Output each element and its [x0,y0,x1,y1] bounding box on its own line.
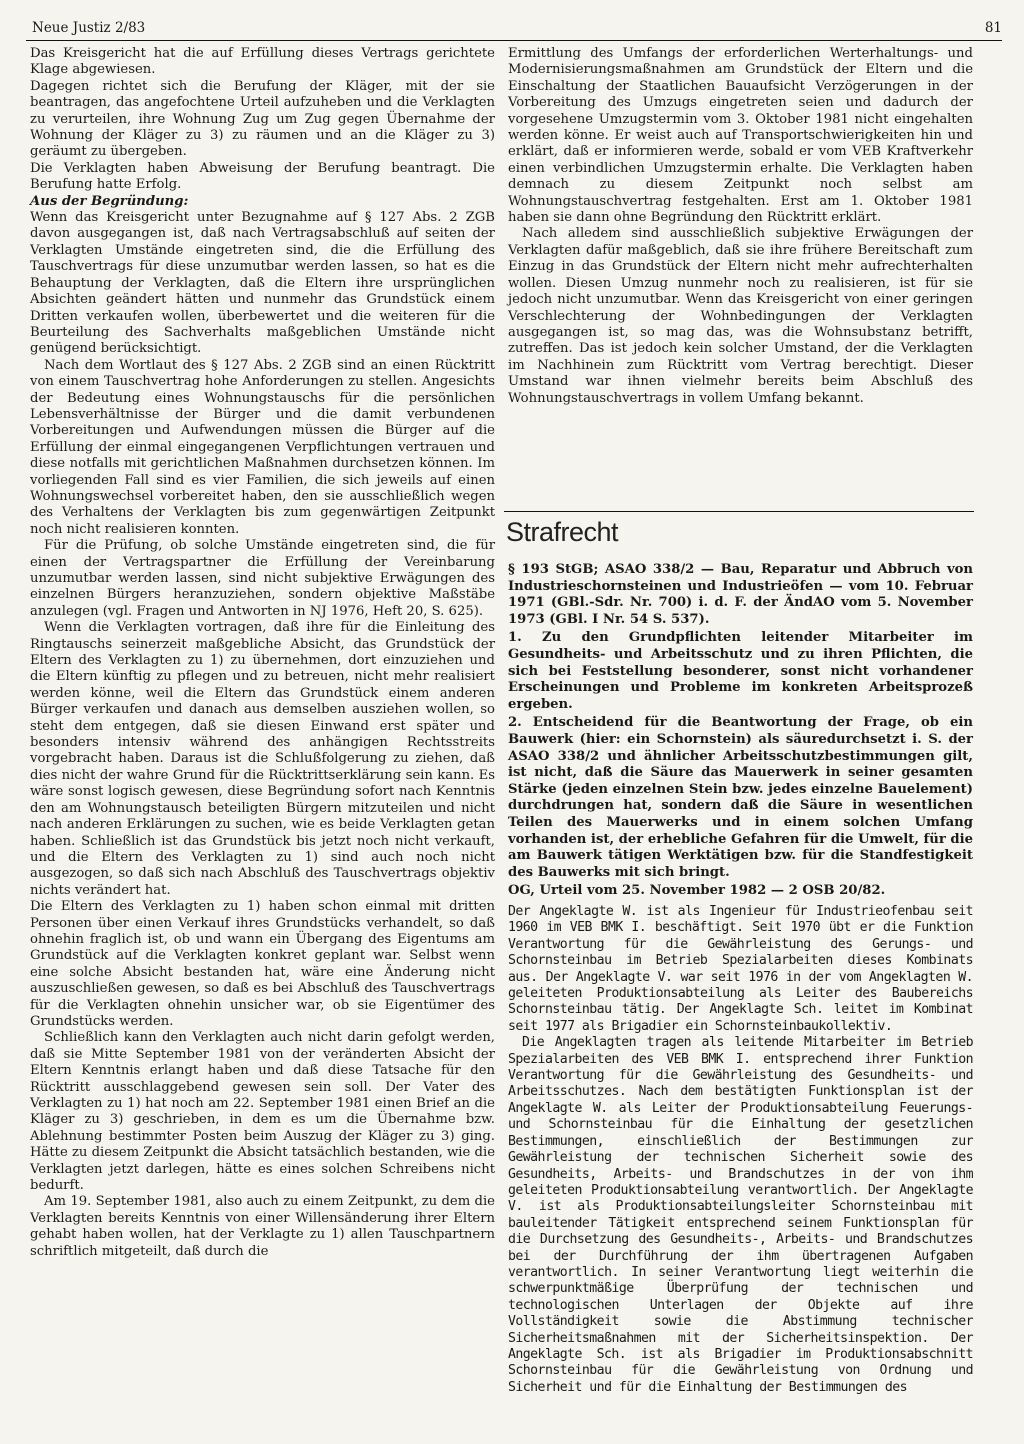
paragraph: Wenn das Kreisgericht unter Bezugnahme auf § 127 Abs. 2 ZGB davon ausgegangen ist, daß nach Vertragsabschluß auf seiten der Verklagten Umstände eingetreten sind, die die Erfüllung des Tauschvertrags für diese unzumutbar werden lassen, so hat es die Behauptung der Verklagten, daß die Eltern ihre ursprünglichen Absichten geändert hätten und nunmehr das Grundstück einem Dritten verkaufen wollen, überbewertet und die weiteren für die Beurteilung des Sachverhalts maßgeblichen Umstände nicht genügend berücksichtigt. [30,210,495,357]
paragraph: Schließlich kann den Verklagten auch nicht darin gefolgt werden, daß sie Mitte September 1981 von der veränderten Absicht der Eltern Kenntnis erlangt haben und daß diese Tatsache für den Rücktritt ausschlaggebend gewesen sein soll. Der Vater des Verklagten zu 1) hat noch am 22. September 1981 einen Brief an die Kläger zu 3) geschrieben, in dem es um die Übernahme bzw. Ablehnung bestimmter Posten beim Auszug der Kläger zu 3) ging. Hätte zu diesem Zeitpunkt die Absicht tatsächlich bestanden, wie die Verklagten jetzt darlegen, hätte es eines solchen Schreibens nicht bedurft. [30,1030,495,1194]
headnote-point-2: 2. Entscheidend für die Beantwortung der Frage, ob ein Bauwerk (hier: ein Schornstein) als säuredurchsetzt i. S. der ASAO 338/2 und ähnlicher Arbeitsschutzbestimmungen gilt, ist nicht, daß die Säure das Mauerwerk in seiner gesamten Stärke (jeden einzelnen Stein bzw. jedes einzelne Bauelement) durchdrungen hat, sondern daß die Säure in wesentlichen Teilen des Mauerwerks und in einem solchen Umfang vorhanden ist, der erhebliche Gefahren für die Umwelt, für die am Bauwerk tätigen Werktätigen bzw. für die Standfestigkeit des Bauwerks mit sich bringt. [508,715,973,880]
paragraph: Die Verklagten haben Abweisung der Berufung beantragt. Die Berufung hatte Erfolg. [30,160,495,193]
paragraph: Nach dem Wortlaut des § 127 Abs. 2 ZGB sind an einen Rücktritt von einem Tauschvertrag hohe Anforderungen zu stellen. Angesichts der Bedeutung eines Wohnungstauschs für die persönlichen Lebensverhältnisse der Bürger und die damit verbundenen Vorbereitungen und Aufwendungen müssen die Bürger auf die Erfüllung der einmal eingegangenen Verpflichtungen vertrauen und diese notfalls mit gerichtlichen Maßnahmen durchsetzen können. Im vorliegenden Fall sind es vier Familien, die sich jeweils auf einen Wohnungswechsel vorbereitet haben, den sie ausschließlich wegen des Verhaltens der Verklagten bis zum gegenwärtigen Zeitpunkt noch nicht realisieren konnten. [30,357,495,537]
section-title: Strafrecht [506,517,619,547]
paragraph: Die Angeklagten tragen als leitende Mitarbeiter im Betrieb Spezialarbeiten des VEB BMK I. entsprechend ihrer Funktion Verantwortung für die Gewährleistung des Gesundheits- und Arbeitsschutzes. Nach dem bestätigten Funktionsplan ist der Angeklagte W. als Leiter der Produktionsabteilung Feuerungs- und Schornsteinbau für die Einhaltung der gesetzlichen Bestimmungen, einschließlich der Bestimmungen zur Gewährleistung der technischen Sicherheit sowie des Gesundheits, Arbeits- und Brandschutzes in der von ihm geleiteten Produktionsabteilung verantwortlich. Der Angeklagte V. ist als Produktionsabteilungsleiter Schornsteinbau mit bauleitender Tätigkeit entsprechend seinem Funktionsplan für die Durchsetzung des Gesundheits-, Arbeits- und Brandschutzes bei der Durchführung der ihm übertragenen Aufgaben verantwortlich. In seiner Verantwortung liegt weiterhin die schwerpunktmäßige Überprüfung der technischen und technologischen Unterlagen der Objekte auf ihre Vollständigkeit sowie die Abstimmung technischer Sicherheitsmaßnahmen mit der Sicherheitsinspektion. Der Angeklagte Sch. ist als Brigadier im Produktionsabschnitt Schornsteinbau für die Gewährleistung von Ordnung und Sicherheit und für die Einhaltung der Bestimmungen des [508,1035,973,1395]
paragraph: Dagegen richtet sich die Berufung der Kläger, mit der sie beantragen, das angefochtene Urteil aufzuheben und die Verklagten zu verurteilen, ihre Wohnung Zug um Zug gegen Übernahme der Wohnung der Kläger zu 3) zu räumen und an die Kläger zu 3) geräumt zu übergeben. [30,78,495,160]
paragraph: Die Eltern des Verklagten zu 1) haben schon einmal mit dritten Personen über einen Verkauf ihres Grundstücks verhandelt, so daß ohnehin fraglich ist, ob und wann ein Übergang des Eigentums am Grundstück auf die Verklagten konkret geplant war. Selbst wenn eine solche Absicht bestanden hat, wäre eine Änderung nicht auszuschließen gewesen, so daß es bei Abschluß des Tauschvertrags für die Verklagten ohnehin unsicher war, ob sie Eigentümer des Grundstücks werden. [30,899,495,1029]
headnote-citation: § 193 StGB; ASAO 338/2 — Bau, Reparatur und Abbruch von Industrieschornsteinen und Industrieöfen — vom 10. Februar 1971 (GBl.-Sdr. Nr. 700) i. d. F. der ÄndAO vom 5. November 1973 (GBl. I Nr. 54 S. 537). [508,562,973,627]
case-text [508,904,973,1396]
header-rule [26,40,1002,41]
paragraph: Für die Prüfung, ob solche Umstände eingetreten sind, die für einen der Vertragspartner die Erfüllung der Vereinbarung unzumutbar werden lassen, sind nicht subjektive Erwägungen des einzelnen Bürgers heranzuziehen, sondern objektive Maßstäbe anzulegen (vgl. Fragen und Antworten in NJ 1976, Heft 20, S. 625). [30,538,495,619]
headnote-point-1: 1. Zu den Grundpflichten leitender Mitarbeiter im Gesundheits- und Arbeitsschutz und zu ihren Pflichten, die sich bei Feststellung besonderer, sonst nicht vorhandener Erscheinungen und Probleme im konkreten Arbeitsprozeß ergeben. [508,630,973,712]
headnote [508,562,973,902]
page-header [26,20,1002,38]
journal-issue: Neue Justiz 2/83 [32,20,146,36]
section-rule [504,511,974,512]
page-number: 81 [984,20,1002,36]
paragraph: Nach alledem sind ausschließlich subjektive Erwägungen der Verklagten dafür maßgeblich, daß sie ihre frühere Bereitschaft zum Einzug in das Grundstück der Eltern nicht mehr aufrechterhalten wollen. Diesen Umzug nunmehr noch zu realisieren, ist für sie jedoch nicht unzumutbar. Wenn das Kreisgericht von einer geringen Verschlechterung der Wohnbedingungen der Verklagten ausgegangen ist, so mag das, was die Wohnsubstanz betrifft, zutreffen. Das ist jedoch kein solcher Umstand, der die Verklagten im Nachhinein zum Rücktritt vom Vertrag berechtigt. Dieser Umstand war ihnen vielmehr bereits beim Abschluß des Wohnungstauschvertrags in vollem Umfang bekannt. [508,226,973,406]
paragraph: Ermittlung des Umfangs der erforderlichen Werterhaltungs- und Modernisierungsmaßnahmen am Grundstück der Eltern und die Einschaltung der Staatlichen Bauaufsicht Verzögerungen in der Vorbereitung des Umzugs eingetreten seien und dadurch der vorgesehene Umzugstermin vom 3. Oktober 1981 nicht eingehalten werden könne. Er weist auch auf Transportschwierigkeiten hin und erklärt, daß er informieren werde, sobald er vom VEB Kraftverkehr einen verbindlichen Umzugstermin erhalte. Die Verklagten haben demnach zu diesem Zeitpunkt noch selbst am Wohnungstauschvertrag festgehalten. Erst am 1. Oktober 1981 haben sie dann ohne Begründung den Rücktritt erklärt. [508,46,973,226]
paragraph: Der Angeklagte W. ist als Ingenieur für Industrieofenbau seit 1960 im VEB BMK I. beschäftigt. Seit 1970 übt er die Funktion Verantwortung für die Gewährleistung des Gerungs- und Schornsteinbau im Betrieb Spezialarbeiten dieses Kombinats aus. Der Angeklagte V. war seit 1976 in der vom Angeklagten W. geleiteten Produktionsabteilung als Leiter des Baubereichs Schornsteinbau tätig. Der Angeklagte Sch. leitet im Kombinat seit 1977 als Brigadier ein Schornsteinbaukollektiv. [508,904,973,1034]
paragraph: Das Kreisgericht hat die auf Erfüllung dieses Vertrags gerichtete Klage abgewiesen. [30,46,495,78]
paragraph: Wenn die Verklagten vortragen, daß ihre für die Einleitung des Ringtauschs seinerzeit maßgebliche Absicht, das Grundstück der Eltern des Verklagten zu 1) zu übernehmen, dort einzuziehen und die Eltern künftig zu pflegen und zu betreuen, nicht mehr realisiert werden könne, weil die Eltern das Grundstück einem anderen Bürger verkaufen und danach aus demselben ausziehen wollen, so steht dem entgegen, daß sie diesen Einwand erst später und besonders intensiv während des anhängigen Rechtsstreits vorgebracht haben. Daraus ist die Schlußfolgerung zu ziehen, daß dies nicht der wahre Grund für die Rücktrittserklärung sein kann. Es wäre sonst logisch gewesen, diese Begründung sofort nach Kenntnis den am Wohnungstausch beteiligten Bürgern mitzuteilen und nicht nach anderen Erklärungen zu suchen, wie es beide Verklagten getan haben. Schließlich ist das Grundstück bis jetzt noch nicht verkauft, und die Eltern des Verklagten zu 1) sind auch noch nicht ausgezogen, so daß sich nach Abschluß des Tauschvertrags objektiv nichts verändert hat. [30,620,495,898]
right-column [508,46,973,407]
court-reference: OG, Urteil vom 25. November 1982 — 2 OSB 20/82. [508,883,886,899]
subheading: Aus der Begründung: [30,193,189,209]
left-column [30,46,495,1260]
paragraph: Am 19. September 1981, also auch zu einem Zeitpunkt, zu dem die Verklagten bereits Kenntnis von einer Willensänderung ihrer Eltern gehabt haben wollen, hat der Verklagte zu 1) allen Tauschpartnern schriftlich mitgeteilt, daß durch die [30,1194,495,1259]
